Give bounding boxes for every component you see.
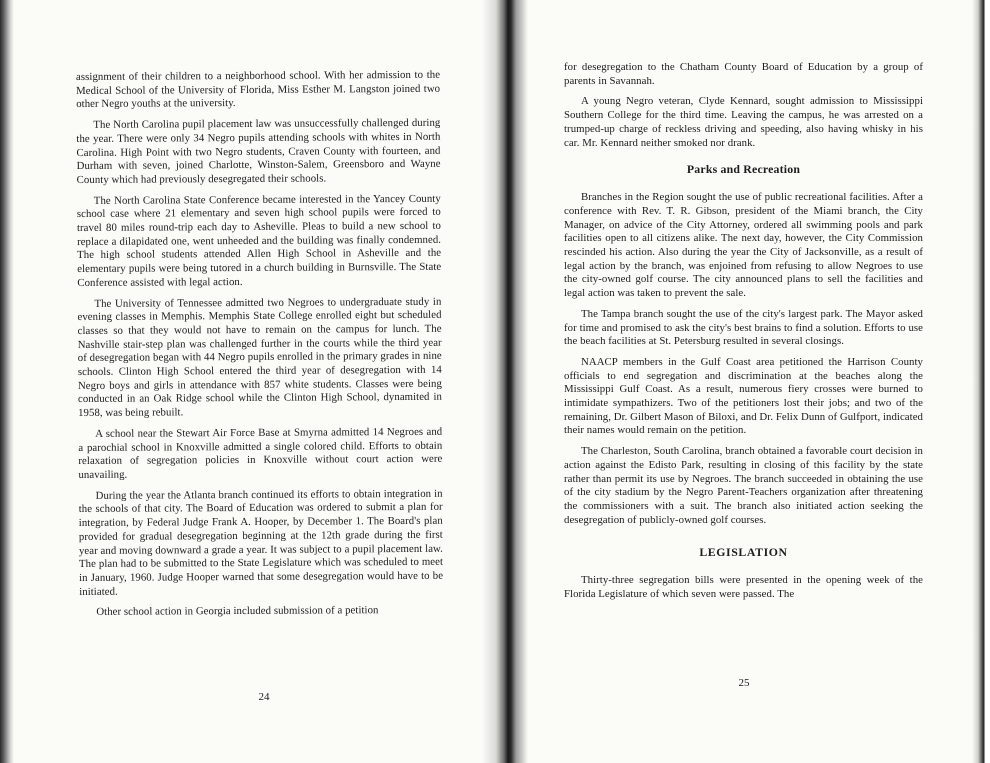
left-page-text xyxy=(76,69,443,627)
page-number: 25 xyxy=(738,677,750,689)
paragraph: The Charleston, South Carolina, branch obtained a favorable court decision in action against the Edisto Park, resulting in closing of this facility by the state rather than permit its use by Negroes. The branch succeeded in obtaining the use of the city stadium by the Negro Parent-Teachers organization after threatening the commissioners with a suit. The branch also initiated action seeking the desegregation of publicly-owned golf courses. xyxy=(564,445,923,526)
paragraph: NAACP members in the Gulf Coast area petitioned the Harrison County officials to end segregation and discrimination at the beaches along the Mississippi Gulf Coast. As a result, numerous fiery crosses were burned to intimidate sympathizers. Two of the petitioners lost their jobs; and two of the remaining, Dr. Gilbert Mason of Biloxi, and Dr. Felix Dunn of Gulfport, indicated their names would remain on the petition. xyxy=(564,355,923,437)
paragraph: During the year the Atlanta branch continued its efforts to obtain integration in the schools of that city. The Board of Education was ordered to submit a plan for integration, by Federal Judge Frank A. Hooper, by December 1. The Board's plan provided for gradual desegregation beginning at the 12th grade during the first year and moving downward a grade a year. It was subject to a pupil placement law. The plan had to be submitted to the State Legislature which was scheduled to meet in January, 1960. Judge Hooper warned that some desegregation would have to be initiated. xyxy=(78,487,444,598)
paragraph: A young Negro veteran, Clyde Kennard, sought admission to Mississippi Southern College for the third time. Leaving the campus, he was arrested on a trumped-up charge of reckless driving and speeding, also having whisky in his car. Mr. Kennard neither smoked nor drank. xyxy=(564,95,923,149)
right-page-edge-shadow xyxy=(972,0,990,763)
paragraph: Branches in the Region sought the use of public recreational facilities. After a conference with Rev. T. R. Gibson, president of the Miami branch, the City Manager, on advice of the City Attorney, ordered all swimming pools and park facilities open to all citizens alike. The next day, however, the City Commission rescinded his action. Also during the year the City of Jacksonville, as a result of legal action by the branch, was enjoined from refusing to allow Negroes to use the city-owned golf course. The city announced plans to sell the facilities and legal action was taken to prevent the sale. xyxy=(564,191,923,300)
paragraph: The Tampa branch sought the use of the city's largest park. The Mayor asked for time and promised to ask the city's best brains to find a solution. Efforts to use the beach facilities at St. Petersburg resulted in several closings. xyxy=(564,307,923,348)
paragraph: assignment of their children to a neighborhood school. With her admission to the Medical School of the University of Florida, Miss Esther M. Langston joined two other Negro youths at the university. xyxy=(76,68,441,111)
right-page-text xyxy=(564,61,923,609)
page-number: 24 xyxy=(258,691,270,703)
paragraph: Thirty-three segregation bills were presented in the opening week of the Florida Legislature of which seven were passed. The xyxy=(564,574,923,601)
paragraph: Other school action in Georgia included submission of a petition xyxy=(96,604,379,619)
paragraph: A school near the Stewart Air Force Base at Smyrna admitted 14 Negroes and a parochial school in Knoxville admitted a single colored child. Efforts to obtain relaxation of segregation policies in Knoxville without court action were unavailing. xyxy=(78,425,443,481)
paragraph: The North Carolina State Conference became interested in the Yancey County school case where 21 elementary and seven high school pupils were forced to travel 80 miles round-trip each day to Asheville. Pleas to build a new school to replace a dilapidated one, went unheeded and the building was finally condemned. The high school students attended Allen High School in Asheville and the elementary pupils were being tutored in a church building in Burnsville. The State Conference assisted with legal action. xyxy=(76,192,442,289)
paragraph: The University of Tennessee admitted two Negroes to undergraduate study in evening classes in Memphis. Memphis State College enrolled eight but scheduled classes so that they would not have to remain on the campus for lunch. The Nashville stair-step plan was challenged further in the courts while the third year of desegregation began with 44 Negro pupils enrolled in the primary grades in nine schools. Clinton High School entered the third year of desegregation with 14 Negro boys and girls in attendance with 857 white students. Classes were being conducted in an Oak Ridge school while the Clinton High School, dynamited in 1958, was being rebuilt. xyxy=(77,295,443,420)
paragraph: for desegregation to the Chatham County Board of Education by a group of parents in Savannah. xyxy=(564,61,923,87)
section-heading-parks: Parks and Recreation xyxy=(686,162,801,177)
paragraph: The North Carolina pupil placement law was unsuccessfully challenged during the year. There were only 34 Negro pupils attending schools with whites in North Carolina. High Point with two Negro students, Craven County with fourteen, and Durham with seven, joined Charlotte, Winston-Salem, Greensboro and Wayne County which had previously desegregated their schools. xyxy=(76,116,441,186)
left-page-edge-shadow xyxy=(0,0,14,763)
section-heading-legislation: LEGISLATION xyxy=(699,545,788,560)
book-gutter-shadow xyxy=(482,0,528,763)
